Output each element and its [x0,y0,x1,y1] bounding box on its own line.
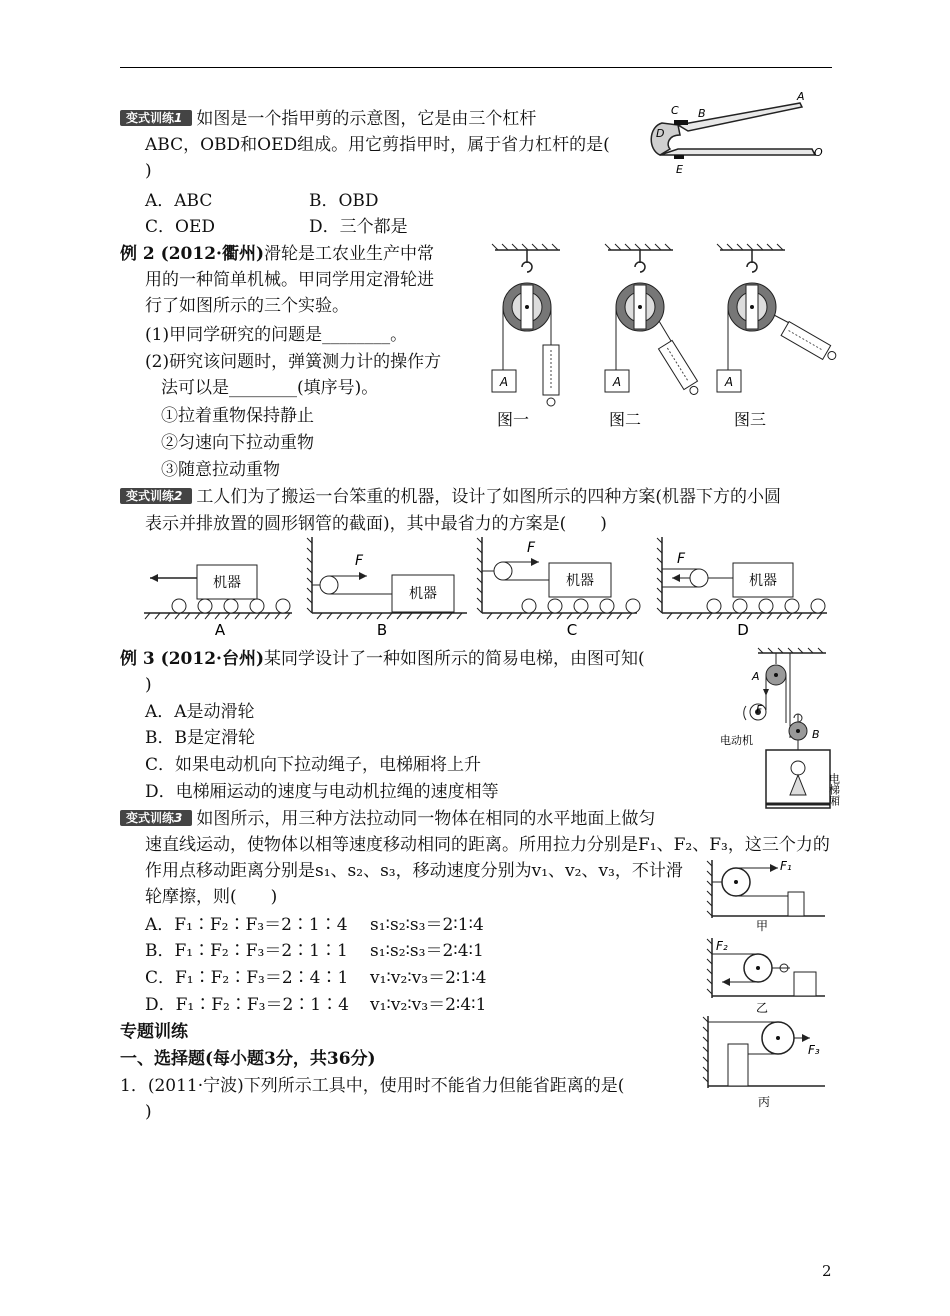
pulley-fig-1 [492,244,560,406]
q2-choice-3: ③随意拉动重物 [161,460,280,480]
ex1-line2: ABC，OBD和OED组成。用它剪指甲时，属于省力杠杆的是( [145,135,610,155]
q3-line2: ) [145,675,152,695]
block-a-3: A [724,375,734,389]
machine-c-label: 机器 [566,573,594,589]
ex1-line3: ) [145,161,152,181]
q2-head: 例 2 (2012·衢州) [120,244,264,264]
ex3-line1: 变式训练3 如图所示，用三种方法拉动同一物体在相同的水平地面上做匀 [120,806,655,832]
force-b: F [355,553,364,569]
q2-line1: 例 2 (2012·衢州)滑轮是工农业生产中常 [120,244,434,264]
ex1-option-a: A．ABC [145,191,213,211]
machine-a-label: 机器 [213,575,241,591]
q2-sub1: (1)甲同学研究的问题是________。 [145,325,408,345]
elevator-car-label: 电梯厢 [827,773,841,806]
ex3-option-b-dist: s₁∶s₂∶s₃＝2∶4∶1 [370,941,484,961]
label-bing: 丙 [758,1095,771,1109]
scheme-d-label: D [737,621,749,639]
label-yi: 乙 [756,1001,769,1015]
force-f2: F₂ [716,939,728,953]
scheme-d [657,537,827,639]
ex1-line1: 变式训练1 如图是一个指甲剪的示意图，它是由三个杠杆 [120,106,536,132]
ex1-option-c: C．OED [145,217,215,237]
clipper-label-e: E [676,163,683,176]
ex2-tag: 变式训练2 [120,488,192,504]
ex3-line2: 速直线运动，使物体以相等速度移动相同的距离。所用拉力分别是F₁、F₂、F₃，这三个力的 [145,835,830,855]
elevator-label-b: B [812,728,820,741]
ex3-option-c-speed: v₁∶v₂∶v₃＝2∶1∶4 [370,968,487,988]
section-subtitle: 一、选择题(每小题3分，共36分) [120,1049,376,1069]
pulley-fig-3 [717,244,839,392]
motor-label: 电动机 [720,734,753,747]
clipper-label-d: D [656,127,665,140]
elevator-label-f: F [756,703,763,716]
clipper-label-c: C [671,104,679,117]
fig-label-3: 图三 [733,410,767,429]
ex3-option-d-force: D．F₁∶F₂∶F₃＝2∶1∶4 [145,995,349,1015]
ex3-line3: 作用点移动距离分别是s₁、s₂、s₃，移动速度分别为v₁、v₂、v₃，不计滑 [145,861,683,881]
ex3-tag: 变式训练3 [120,810,192,826]
q3-option-a: A．A是动滑轮 [145,702,255,722]
ex2-line1: 变式训练2 工人们为了搬运一台笨重的机器，设计了如图所示的四种方案(机器下方的小圆 [120,484,781,510]
q1-line1: 1．(2011·宁波)下列所示工具中，使用时不能省力但能省距离的是( [120,1076,625,1096]
force-c: F [527,540,536,556]
scheme-b-label: B [376,621,388,639]
elevator-figure [718,648,841,813]
ex3-option-c-force: C．F₁∶F₂∶F₃＝2∶4∶1 [145,968,349,988]
q3-head: 例 3 (2012·台州) [120,649,264,669]
machine-moving-figure [142,535,832,640]
ex2-line2: 表示并排放置的圆形钢管的截面)，其中最省力的方案是( ) [145,514,607,534]
ex3-option-a-dist: s₁∶s₂∶s₃＝2∶1∶4 [370,915,484,935]
q3-option-b: B．B是定滑轮 [145,728,255,748]
fig-label-2: 图二 [608,410,642,429]
force-f3: F₃ [808,1043,820,1057]
q3-line1: 例 3 (2012·台州)某同学设计了一种如图所示的简易电梯，由图可知( [120,649,645,669]
force-f1: F₁ [780,859,792,873]
q2-line2: 用的一种简单机械。甲同学用定滑轮进 [145,270,434,290]
q2-choice-1: ①拉着重物保持静止 [161,406,314,426]
q1-line2: ) [145,1102,152,1122]
fig-label-1: 图一 [496,410,530,429]
clipper-label-a: A [797,90,805,103]
q2-line3: 行了如图所示的三个实验。 [145,296,349,316]
q3-option-d: D．电梯厢运动的速度与电动机拉绳的速度相等 [145,782,499,802]
ex3-option-d-speed: v₁∶v₂∶v₃＝2∶4∶1 [370,995,487,1015]
section-title: 专题训练 [120,1022,188,1042]
scheme-a [144,565,292,639]
three-pulley-figure [700,858,830,1118]
scheme-c [477,537,640,639]
block-a-1: A [499,375,509,389]
q2-sub2b: 法可以是________(填序号)。 [161,378,379,398]
ex3-option-b-force: B．F₁∶F₂∶F₃＝2∶1∶1 [145,941,348,961]
page-number: 2 [822,1262,832,1280]
q2-sub2a: (2)研究该问题时，弹簧测力计的操作方 [145,352,442,372]
machine-d-label: 机器 [749,573,777,589]
clipper-label-o: O [814,146,823,159]
block-a-2: A [612,375,622,389]
scheme-c-label: C [566,621,578,639]
pulley-fig-2 [605,244,703,398]
ex1-option-d: D．三个都是 [309,217,408,237]
ex3-option-a-force: A．F₁∶F₂∶F₃＝2∶1∶4 [145,915,348,935]
header-rule [120,67,832,68]
clipper-label-b: B [698,107,706,120]
q3-option-c: C．如果电动机向下拉动绳子，电梯厢将上升 [145,755,482,775]
scheme-b [307,537,467,639]
ex1-tag: 变式训练1 [120,110,192,126]
ex1-option-b: B．OBD [309,191,379,211]
pulley-experiment-figure [480,245,830,430]
machine-b-label: 机器 [409,586,437,602]
scheme-a-label: A [214,621,226,639]
label-jia: 甲 [756,919,769,933]
ex3-line4: 轮摩擦，则( ) [145,887,278,907]
nail-clipper-figure [640,90,830,180]
q2-choice-2: ②匀速向下拉动重物 [161,433,314,453]
force-d: F [677,551,686,567]
elevator-label-a: A [752,670,760,683]
